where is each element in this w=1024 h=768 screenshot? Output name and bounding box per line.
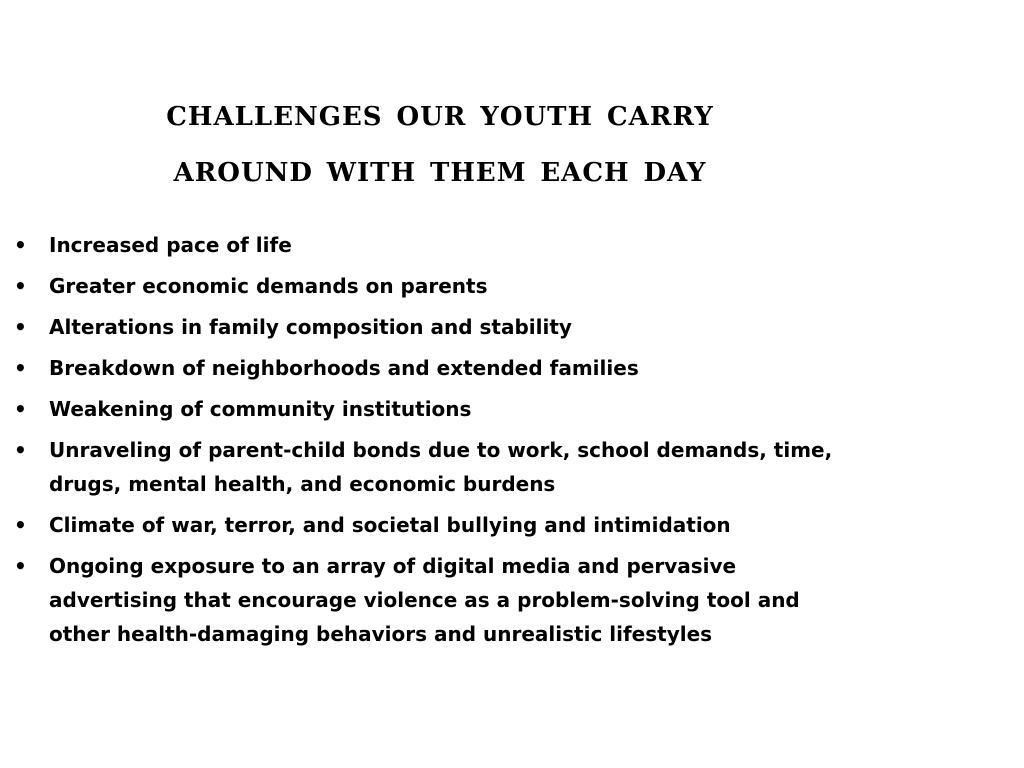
bullet-text: Unraveling of parent-child bonds due to work, school demands, time, drugs, mental health, and economic burdens: [49, 438, 833, 496]
list-item: [14, 310, 844, 344]
bullet-icon: •: [14, 315, 27, 339]
bullet-icon: •: [14, 438, 27, 462]
bullet-text: Climate of war, terror, and societal bullying and intimidation: [49, 513, 731, 537]
bullet-icon: •: [14, 233, 27, 257]
bullet-icon: •: [14, 554, 27, 578]
list-item: [14, 433, 844, 501]
list-item: [14, 228, 844, 262]
bullet-icon: •: [14, 513, 27, 537]
bullet-list: [14, 228, 844, 658]
bullet-text: Increased pace of life: [49, 233, 292, 257]
slide-title-line-1: challenges our youth carry: [166, 90, 714, 134]
slide-title-line-2: around with them each day: [173, 146, 707, 190]
list-item: [14, 508, 844, 542]
list-item: [14, 392, 844, 426]
slide-title: [40, 84, 840, 196]
bullet-icon: •: [14, 274, 27, 298]
list-item: [14, 351, 844, 385]
bullet-icon: •: [14, 397, 27, 421]
bullet-text: Greater economic demands on parents: [49, 274, 488, 298]
bullet-text: Alterations in family composition and stability: [49, 315, 572, 339]
list-item: [14, 269, 844, 303]
list-item: [14, 549, 844, 651]
bullet-text: Ongoing exposure to an array of digital media and pervasive advertising that encourage violence as a problem-solving tool and other health-damaging behaviors and unrealistic lifestyles: [49, 554, 800, 646]
bullet-text: Breakdown of neighborhoods and extended families: [49, 356, 639, 380]
bullet-icon: •: [14, 356, 27, 380]
bullet-text: Weakening of community institutions: [49, 397, 472, 421]
